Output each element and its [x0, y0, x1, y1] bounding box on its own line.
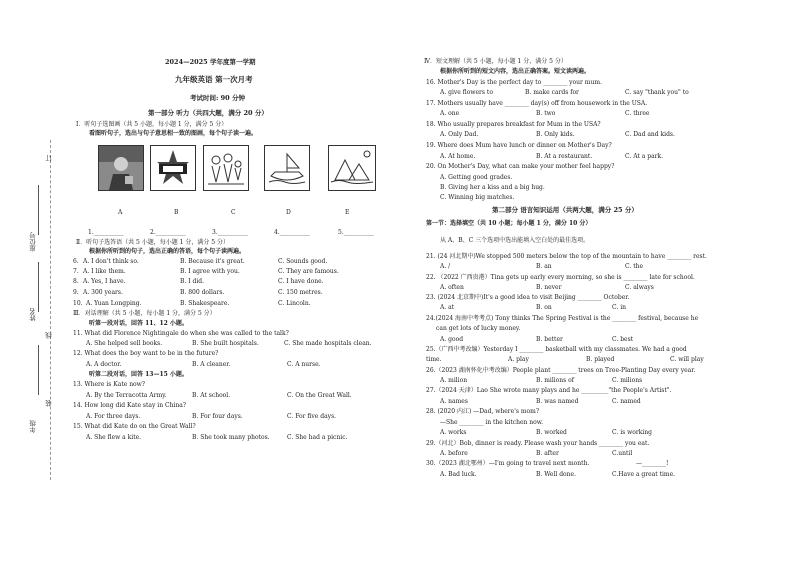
- picture-label-e: E: [345, 209, 350, 216]
- question-30-stem-tail: —________!: [636, 460, 669, 467]
- question-19-option-b[interactable]: B. At a restaurant.: [536, 153, 593, 160]
- question-8-option-b[interactable]: B. I did.: [180, 278, 205, 285]
- question-25-option-b[interactable]: B. played: [586, 356, 615, 363]
- question-26-option-b[interactable]: B. milions of: [536, 377, 574, 384]
- question-16-option-b[interactable]: B. make cards for: [525, 89, 579, 96]
- family-drawing-icon: [204, 146, 248, 190]
- question-12-option-a[interactable]: A. A doctor.: [86, 361, 122, 368]
- seat-number-label: 座位号: [29, 232, 37, 252]
- question-6-option-a[interactable]: A. I don't think so.: [83, 258, 139, 265]
- question-25-stem: 25.（广西中考改编）Yesterday I ________ basketball with my classmates. We had a good: [426, 346, 687, 353]
- picture-b: [150, 145, 196, 191]
- name-label: 姓名: [29, 308, 37, 321]
- part4-instruction: 根据你所听到的短文内容，选出正确答案。短文读两遍。: [440, 68, 591, 75]
- question-20-option-b[interactable]: B. Giving her a kiss and a big hug.: [440, 184, 545, 191]
- boat-drawing-icon: [265, 146, 309, 190]
- question-26-option-c[interactable]: C. milions: [612, 377, 643, 384]
- question-11-option-c[interactable]: C. She made hospitals clean.: [284, 340, 372, 347]
- question-22-option-b[interactable]: B. never: [536, 284, 562, 291]
- badge-logo-icon: [151, 146, 195, 190]
- dialogue2-instruction: 听第二段对话，回答 13—15 小题。: [89, 371, 188, 378]
- question-29-option-a[interactable]: A. before: [440, 450, 468, 457]
- question-15-option-a[interactable]: A. She flew a kite.: [86, 434, 142, 441]
- answer-blank-1[interactable]: 1.__________: [88, 229, 124, 236]
- question-27-option-c[interactable]: C. named: [612, 398, 641, 405]
- question-17-stem: 17. Mothers usually have ________ day(s) off from housework in the USA.: [426, 100, 648, 107]
- question-6-option-c[interactable]: C. Sounds good.: [278, 258, 328, 265]
- part2-section-title: 第一节：选择填空（共 10 小题；每小题 1 分，满分 10 分）: [426, 220, 592, 227]
- question-24-option-a[interactable]: A. good: [440, 336, 464, 343]
- question-24-option-b[interactable]: B. better: [536, 336, 563, 343]
- question-15-option-b[interactable]: B. She took many photos.: [192, 434, 270, 441]
- question-28-option-a[interactable]: A. works: [440, 429, 467, 436]
- question-12-option-b[interactable]: B. A cleaner.: [192, 361, 231, 368]
- question-18-option-b[interactable]: B. Only kids.: [536, 131, 575, 138]
- question-10-number: 10.: [73, 300, 83, 307]
- answer-blank-3[interactable]: 3.__________: [212, 229, 248, 236]
- question-8-option-c[interactable]: C. I have done.: [278, 278, 324, 285]
- question-24-option-c[interactable]: C. best: [612, 336, 634, 343]
- question-19-stem: 19. Where does Mum have lunch or dinner on Mother's Day?: [426, 142, 612, 149]
- answer-blank-5[interactable]: 5.__________: [338, 229, 374, 236]
- question-30-option-a[interactable]: A. Bad luck.: [440, 471, 477, 478]
- section3-title: Ⅲ．对话理解（共 5 小题，每小题 1 分，满分 5 分）: [73, 310, 216, 317]
- question-14-option-b[interactable]: B. For four days.: [192, 413, 243, 420]
- question-21-option-b[interactable]: B. an: [536, 263, 552, 270]
- question-10-option-b[interactable]: B. Shakespeare.: [180, 300, 230, 307]
- picture-a: [98, 145, 144, 191]
- question-28-option-c[interactable]: C. is working: [612, 429, 652, 436]
- question-17-option-a[interactable]: A. one: [440, 110, 460, 117]
- picture-c: [203, 145, 249, 191]
- question-10-option-a[interactable]: A. Yuan Longping.: [86, 300, 142, 307]
- question-8-number: 8.: [73, 278, 79, 285]
- picture-label-c: C: [231, 209, 236, 216]
- question-29-option-b[interactable]: B. after: [536, 450, 559, 457]
- question-30-option-c[interactable]: C.Have a great time.: [612, 471, 676, 478]
- question-13-option-c[interactable]: C. On the Great Wall.: [287, 392, 352, 399]
- question-19-option-c[interactable]: C. At a park.: [625, 153, 664, 160]
- name-blank[interactable]: [38, 262, 39, 312]
- question-22-option-a[interactable]: A. often: [440, 284, 464, 291]
- grade-blank[interactable]: [38, 345, 39, 395]
- question-14-option-a[interactable]: A. For three days.: [86, 413, 141, 420]
- question-25-option-a[interactable]: A. play: [508, 356, 529, 363]
- question-9-number: 9.: [73, 289, 79, 296]
- picture-d: [264, 145, 310, 191]
- question-13-stem: 13. Where is Kate now?: [73, 381, 146, 388]
- question-13-option-a[interactable]: A. By the Terracotta Army.: [86, 392, 167, 399]
- question-16-stem: 16. Mother's Day is the perfect day to ________ your mum.: [426, 79, 602, 86]
- question-18-option-a[interactable]: A. Only Dad.: [440, 131, 479, 138]
- question-27-option-b[interactable]: B. was named: [536, 398, 579, 405]
- binding-margin: [0, 0, 62, 561]
- question-30-stem: 30.（2023 湖北鄂州）—I'm going to travel next month.: [426, 460, 590, 467]
- question-28-stem: 28. (2020 内江) —Dad, where's mom?: [426, 408, 540, 415]
- part2-instruction: 从 A、B、C 三个选项中选出能填入空白处的最佳选项。: [440, 237, 590, 244]
- question-26-stem: 26.（2023 湖南怀化中考改编）People plant ________ trees on Tree-Planting Day every year.: [426, 367, 696, 374]
- question-14-option-c[interactable]: C. For five days.: [287, 413, 337, 420]
- question-7-option-a[interactable]: A. I like them.: [83, 268, 126, 275]
- question-23-option-b[interactable]: B. on: [536, 304, 552, 311]
- question-12-option-c[interactable]: C. A nurse.: [287, 361, 321, 368]
- exam-title: 九年级英语 第一次月考: [175, 75, 253, 84]
- question-14-stem: 14. How long did Kate stay in China?: [73, 402, 187, 409]
- binding-label-xian: 线: [45, 332, 53, 339]
- question-6-option-b[interactable]: B. Because it's great.: [180, 258, 245, 265]
- question-9-option-a[interactable]: A. 300 years.: [83, 289, 123, 296]
- question-20-option-a[interactable]: A. Getting good grades.: [440, 174, 513, 181]
- question-30-option-b[interactable]: B. Well done.: [536, 471, 576, 478]
- question-15-option-c[interactable]: C. She had a picnic.: [287, 434, 348, 441]
- question-21-stem: 21. (24 河北期中)We stopped 500 meters below the top of the mountain to have ________ rest.: [426, 253, 707, 260]
- question-23-option-a[interactable]: A. at: [440, 304, 455, 311]
- question-7-number: 7.: [73, 268, 79, 275]
- question-11-option-b[interactable]: B. She built hospitals.: [192, 340, 259, 347]
- pyramids-drawing-icon: [329, 146, 375, 190]
- binding-label-ding: 订: [45, 155, 53, 162]
- part4-title: Ⅳ．短文理解（共 5 小题，每小题 1 分，满分 5 分）: [424, 58, 567, 65]
- question-25-stem-continued: time.: [426, 356, 442, 363]
- question-29-option-c[interactable]: C.until: [612, 450, 633, 457]
- question-9-option-c[interactable]: C. 150 metres.: [278, 289, 323, 296]
- question-22-option-c[interactable]: C. always: [625, 284, 654, 291]
- question-20-stem: 20. On Mother's Day, what can make your mother feel happy?: [426, 163, 615, 170]
- question-22-stem: 22. （2022 广西贵港）Tina gets up early every morning, so she is ________ late for school.: [426, 274, 695, 281]
- question-16-option-a[interactable]: A. give flowers to: [440, 89, 493, 96]
- question-6-number: 6.: [73, 258, 79, 265]
- question-23-option-c[interactable]: C. in: [612, 304, 626, 311]
- part2-title: 第二部分 语言知识运用（共两大题，满分 25 分）: [492, 206, 638, 214]
- question-20-option-c[interactable]: C. Winning big matches.: [440, 194, 515, 201]
- binding-dashed-line: [50, 140, 51, 480]
- grade-label: 年级: [29, 420, 37, 433]
- question-27-option-a[interactable]: A. names: [440, 398, 468, 405]
- answer-blank-4[interactable]: 4.__________: [274, 229, 310, 236]
- seat-number-blank[interactable]: [38, 185, 39, 235]
- part1-title: 第一部分 听力（共四大题，满分 20 分）: [148, 109, 268, 117]
- question-25-option-c[interactable]: C. will play: [670, 356, 704, 363]
- section2-instruction: 根据你所听到的句子，选出正确的答语，每个句子读两遍。: [89, 248, 246, 255]
- picture-e: [328, 145, 376, 191]
- section1-title: Ⅰ．听句子选图画（共 5 小题，每小题 1 分，满分 5 分）: [76, 121, 228, 128]
- section1-instruction: 看图听句子，选出与句子意思相一致的图画，每个句子读一遍。: [89, 130, 258, 137]
- exam-time: 考试时间: 90 分钟: [190, 94, 245, 102]
- question-26-option-a[interactable]: A. milion: [440, 377, 468, 384]
- question-11-stem: 11. What did Florence Nightingale do when she was called to the talk?: [73, 330, 289, 337]
- question-7-option-c[interactable]: C. They are famous.: [278, 268, 339, 275]
- boy-photo-icon: [99, 146, 143, 190]
- question-24-stem: 24.(2024 海南中考考点) Tony thinks The Spring Festival is the ________ festival, because he: [426, 315, 699, 322]
- question-19-option-a[interactable]: A. At home.: [440, 153, 476, 160]
- question-27-stem: 27.（2024 天津）Lao She wrote many plays and he _________"the People's Artist".: [426, 387, 672, 394]
- question-29-stem: 29.（河北）Bob, dinner is ready. Please wash your hands ________ you eat.: [426, 440, 650, 447]
- question-12-stem: 12. What does the boy want to be in the future?: [73, 350, 219, 357]
- question-10-option-c[interactable]: C. Lincoln.: [278, 300, 311, 307]
- question-9-option-b[interactable]: B. 800 dollars.: [180, 289, 225, 296]
- question-11-option-a[interactable]: A. She helped sell books.: [86, 340, 163, 347]
- question-17-option-c[interactable]: C. three: [625, 110, 650, 117]
- question-7-option-b[interactable]: B. I agree with you.: [180, 268, 240, 275]
- question-21-option-a[interactable]: A. /: [440, 263, 451, 270]
- picture-label-a: A: [118, 209, 123, 216]
- answer-blank-2[interactable]: 2.__________: [150, 229, 186, 236]
- question-18-option-c[interactable]: C. Dad and kids.: [625, 131, 675, 138]
- question-8-option-a[interactable]: A. Yes, I have.: [83, 278, 126, 285]
- question-13-option-b[interactable]: B. At school.: [192, 392, 231, 399]
- question-28-stem-continued: —She ________ in the kitchen now.: [440, 419, 544, 426]
- question-18-stem: 18. Who usually prepares breakfast for Mum in the USA?: [426, 121, 601, 128]
- school-year-title: 2024—2025 学年度第一学期: [165, 58, 256, 66]
- picture-label-d: D: [286, 209, 291, 216]
- binding-label-zhuang: 装: [45, 400, 53, 407]
- question-21-option-c[interactable]: C. the: [625, 263, 644, 270]
- section2-title: Ⅱ．听句子选答语（共 5 小题，每小题 1 分，满分 5 分）: [76, 239, 229, 246]
- picture-label-b: B: [174, 209, 179, 216]
- question-23-stem: 23. (2024 北京期中)It's a good idea to visit Beijing ________ October.: [426, 294, 630, 301]
- question-16-option-c[interactable]: C. say "thank you" to: [625, 89, 689, 96]
- question-28-option-b[interactable]: B. worked: [536, 429, 567, 436]
- question-17-option-b[interactable]: B. two: [536, 110, 556, 117]
- question-15-stem: 15. What did Kate do on the Great Wall?: [73, 423, 196, 430]
- question-24-stem-continued: can get lots of lucky money.: [436, 325, 521, 332]
- dialogue1-instruction: 听第一段对话，回答 11、12 小题。: [89, 320, 188, 327]
